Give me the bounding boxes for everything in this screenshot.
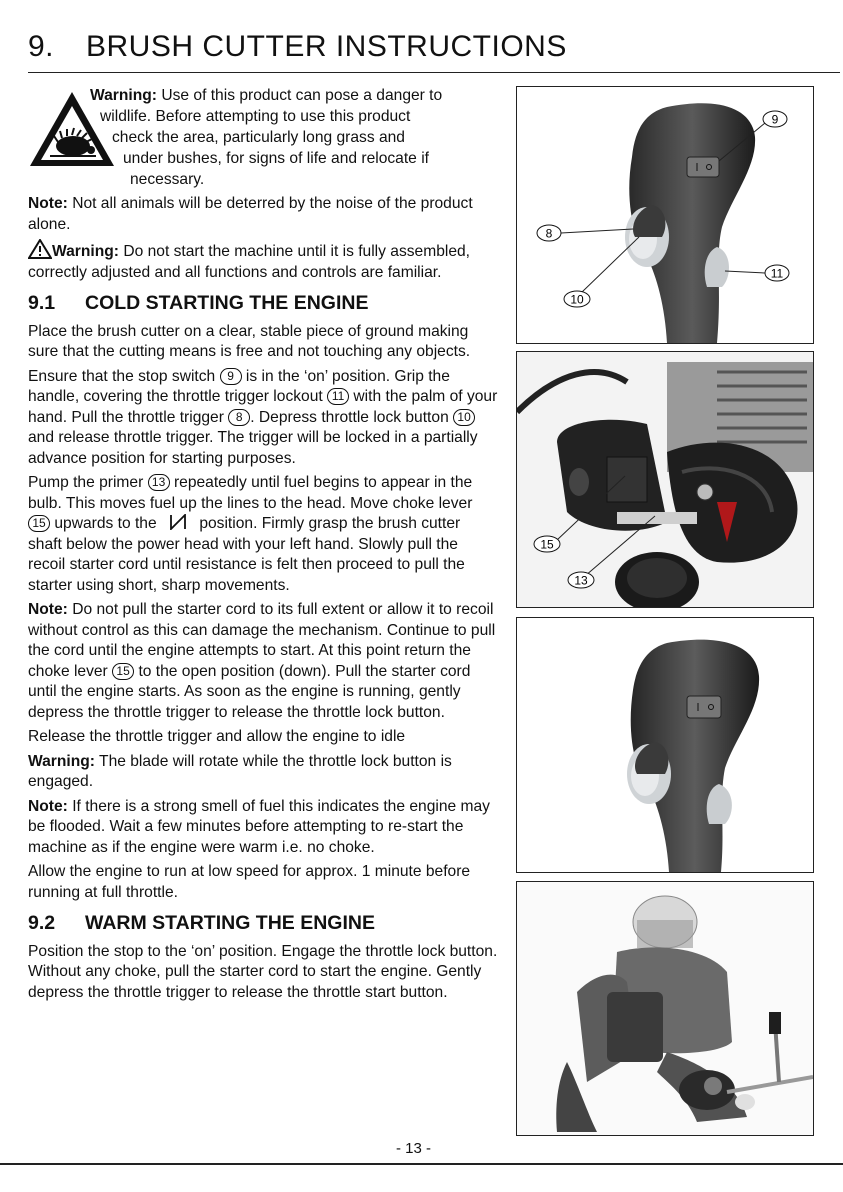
warm-start-para-1: Position the stop to the ‘on’ position. Engage the throttle lock button. Without any choke, pull the starter cord to start the engine. Gently depress the throttle trigger to release the throttle start button. xyxy=(28,942,498,1001)
cold-start-para-5: Release the throttle trigger and allow the engine to idle xyxy=(28,728,406,745)
warning-line-5: necessary. xyxy=(130,171,205,188)
section-heading-warm: 9.2 WARM STARTING THE ENGINE xyxy=(28,912,375,934)
callout-ref: 9 xyxy=(220,368,242,385)
callout-8 xyxy=(537,225,561,241)
callout-11 xyxy=(765,265,789,281)
cold-start-para-8: Allow the engine to run at low speed for approx. 1 minute before running at full throttle. xyxy=(28,863,471,901)
wildlife-warning xyxy=(28,84,498,190)
callout-ref: 13 xyxy=(148,474,170,491)
warning-line-4: under bushes, for signs of life and relocate if xyxy=(123,150,429,167)
note-animals: Note: Not all animals will be deterred by the noise of the product alone. xyxy=(28,195,473,233)
warning-line-2: wildlife. Before attempting to use this product xyxy=(100,108,411,125)
callout-ref: 10 xyxy=(453,409,475,426)
section-heading-cold: 9.1 COLD STARTING THE ENGINE xyxy=(28,292,369,314)
section-number: 9. xyxy=(28,30,55,63)
svg-text:11: 11 xyxy=(770,266,784,281)
title-divider xyxy=(28,72,840,73)
cold-start-para-2: Ensure that the stop switch 9 is in the ‘on’ position. Grip the handle, covering the throttle trigger lockout 11 with the palm of your hand. Pull the throttle trigger 8 . Depress throttle lock button 10 and release throttle trigger. The trigger will be locked in a partially advance position for starting purposes. xyxy=(28,367,498,467)
figure-handle-callouts xyxy=(516,86,814,344)
svg-text:10: 10 xyxy=(570,292,584,307)
svg-text:13: 13 xyxy=(574,573,588,588)
callout-ref: 15 xyxy=(112,663,134,680)
callout-ref: 8 xyxy=(228,409,250,426)
figure-engine-callouts xyxy=(516,351,814,608)
handle-illustration xyxy=(517,87,813,343)
figure-operator-starting xyxy=(516,881,814,1136)
warning-assembly: Warning: Do not start the machine until it is fully assembled, correctly adjusted and all functions and controls are familiar. xyxy=(28,239,498,283)
warning-line-1: Warning: Use of this product can pose a danger to xyxy=(90,87,443,104)
text-column xyxy=(28,84,498,1007)
engine-illustration xyxy=(517,352,813,607)
callout-ref: 15 xyxy=(28,515,50,532)
cold-start-note-flood: Note: If there is a strong smell of fuel this indicates the engine may be flooded. Wait a few minutes before attempting to re-start the machine as if the engine were warm i.e. no choke. xyxy=(28,797,490,856)
callout-9 xyxy=(763,111,787,127)
page-title xyxy=(28,30,567,64)
warning-line-3: check the area, particularly long grass and xyxy=(112,129,405,146)
svg-text:8: 8 xyxy=(545,226,553,241)
choke-closed-icon xyxy=(169,514,187,530)
callout-13 xyxy=(568,572,594,588)
footer-divider xyxy=(0,1163,843,1165)
callout-15 xyxy=(534,536,560,552)
cold-start-para-1: Place the brush cutter on a clear, stable piece of ground making sure that the cutting means is free and not touching any objects. xyxy=(28,322,471,360)
callout-10 xyxy=(564,291,590,307)
svg-text:9: 9 xyxy=(771,112,779,127)
svg-text:15: 15 xyxy=(540,537,554,552)
figure-handle-closeup xyxy=(516,617,814,873)
handle-closeup-illustration xyxy=(517,618,813,872)
operator-illustration xyxy=(517,882,813,1135)
callout-ref: 11 xyxy=(327,388,349,405)
cold-start-para-4: Note: Do not pull the starter cord to its full extent or allow it to recoil without control as this can damage the mechanism. Continue to pull the cord until the engine attempts to start. At this point return the choke lever 15 to the open position (down). Pull the starter cord until the engine starts. As soon as the engine is running, gently depress the throttle trigger to release the throttle lock button. xyxy=(28,601,496,721)
page-number: - 13 - xyxy=(396,1140,432,1157)
cold-start-warning: Warning: The blade will rotate while the throttle lock button is engaged. xyxy=(28,752,452,790)
section-title: BRUSH CUTTER INSTRUCTIONS xyxy=(86,30,567,63)
warning-icon xyxy=(28,239,52,259)
cold-start-para-3: Pump the primer 13 repeatedly until fuel begins to appear in the bulb. This moves fuel up the lines to the head. Move choke lever 15 upwards to the position. Firmly grasp the brush cutter shaft below the power head with your left hand. Slowly pull the recoil starter cord until resistance is felt then proceed to pull the starter using short, sharp movements. xyxy=(28,474,473,594)
